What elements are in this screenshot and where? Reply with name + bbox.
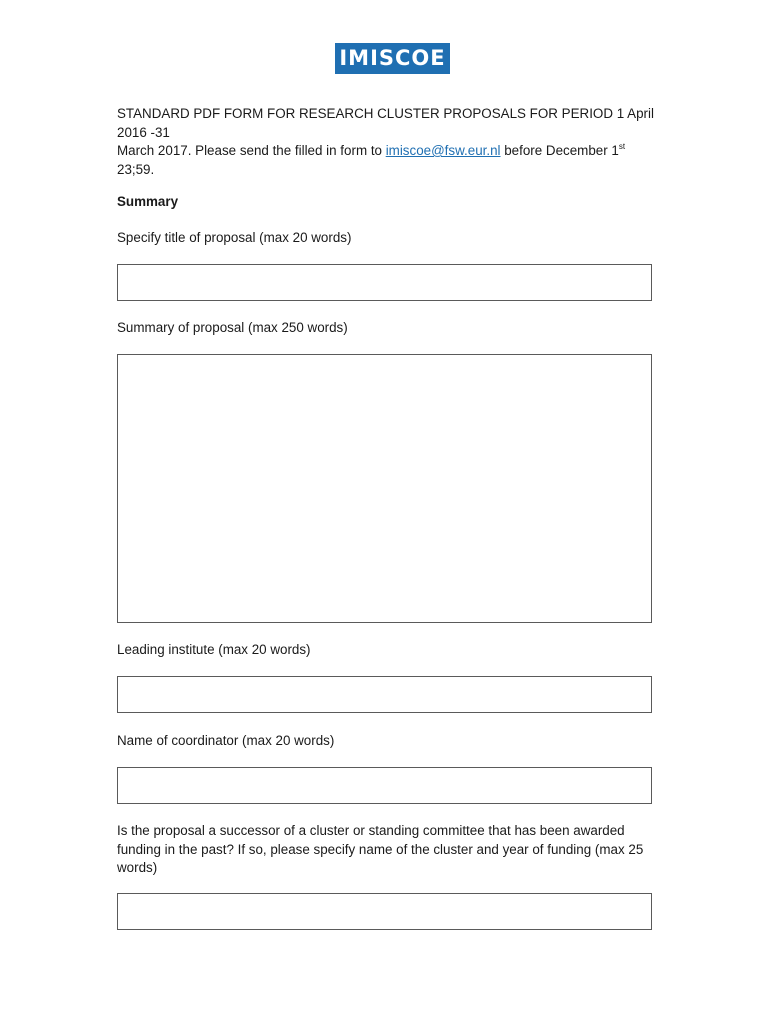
successor-label-line-2: funding in the past? If so, please specify name of the cluster and year of funding (max 25 [117,841,644,857]
title-label: Specify title of proposal (max 20 words) [117,230,352,245]
summary-heading: Summary [117,194,179,209]
coordinator-label: Name of coordinator (max 20 words) [117,733,335,748]
header-line-2 [117,142,657,161]
institute-label: Leading institute (max 20 words) [117,642,311,657]
title-field[interactable] [117,264,652,301]
header-line-2-prefix: March 2017. Please send the filled in form to [117,143,386,158]
summary-label: Summary of proposal (max 250 words) [117,320,348,335]
email-link[interactable]: imiscoe@fsw.eur.nl [385,143,501,158]
successor-label-line-1: Is the proposal a successor of a cluster or standing committee that has been awarded [117,823,625,838]
summary-field[interactable] [117,354,652,623]
date-superscript: st [618,142,626,151]
header-line-2-suffix: before December 1 [500,143,619,158]
form-header [117,105,657,179]
institute-field[interactable] [117,676,652,713]
header-line-1: STANDARD PDF FORM FOR RESEARCH CLUSTER PROPOSALS FOR PERIOD 1 April 2016 -31 [117,106,654,140]
logo-text: IMISCOE [339,46,446,70]
header-line-3: 23;59. [117,161,155,177]
imiscoe-logo [335,43,450,74]
coordinator-field[interactable] [117,767,652,804]
successor-field[interactable] [117,893,652,930]
successor-label [117,822,657,878]
successor-label-line-3: words) [117,860,158,875]
